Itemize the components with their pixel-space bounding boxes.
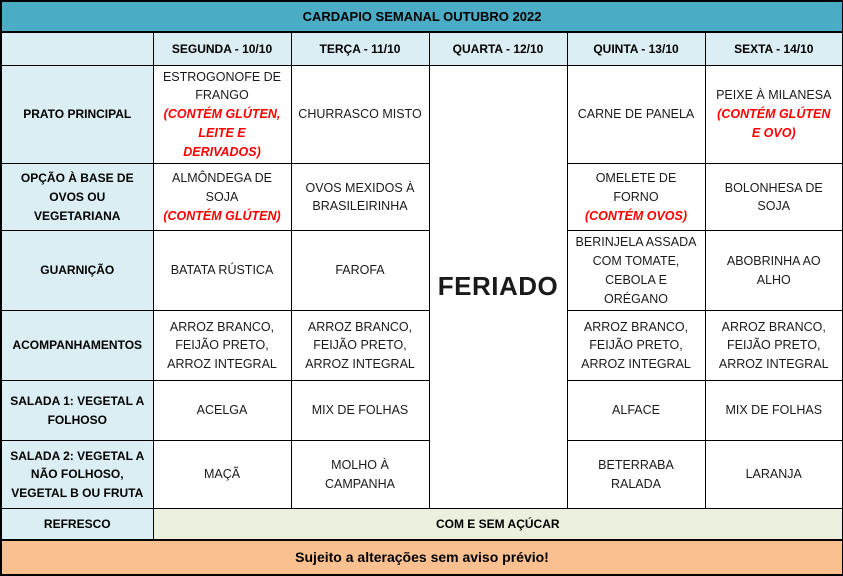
dish-name: ABOBRINHA AO ALHO: [726, 254, 821, 287]
dish-name: MIX DE FOLHAS: [725, 403, 823, 418]
menu-cell: [705, 65, 843, 164]
dish-name: ALFACE: [612, 403, 660, 418]
dish-name: OVOS MEXIDOS À BRASILEIRINHA: [305, 180, 415, 214]
row-label: OPÇÃO À BASE DE OVOS OU VEGETARIANA: [1, 164, 153, 231]
dish-name: CHURRASCO MISTO: [298, 107, 422, 121]
row-label: SALADA 2: VEGETAL A NÃO FOLHOSO, VEGETAL B OU FRUTA: [1, 441, 153, 509]
row-label: REFRESCO: [1, 509, 153, 540]
column-header-sexta: SEXTA - 14/10: [705, 32, 843, 65]
menu-cell: [705, 381, 843, 441]
corner-cell: [1, 32, 153, 65]
row-label: PRATO PRINCIPAL: [1, 65, 153, 164]
menu-cell: [291, 441, 429, 509]
column-header-segunda: SEGUNDA - 10/10: [153, 32, 291, 65]
menu-cell: [567, 441, 705, 509]
row-label: ACOMPANHAMENTOS: [1, 311, 153, 381]
table-row-salada-1: [1, 381, 843, 441]
refresco-value: COM E SEM AÇÚCAR: [153, 509, 843, 540]
footer-note: Sujeito a alterações sem aviso prévio!: [1, 540, 843, 575]
menu-cell: [705, 441, 843, 509]
dish-name: BETERRABA RALADA: [598, 458, 674, 491]
dish-name: BOLONHESA DE SOJA: [724, 180, 823, 214]
table-row-acompanhamentos: [1, 311, 843, 381]
dish-name: ESTROGONOFE DE FRANGO: [162, 69, 282, 103]
allergen-warning: (CONTÉM GLÚTEN, LEITE E DERIVADOS): [163, 107, 281, 159]
menu-cell: [291, 381, 429, 441]
menu-cell: [153, 65, 291, 164]
menu-cell: [705, 164, 843, 231]
row-label: SALADA 1: VEGETAL A FOLHOSO: [1, 381, 153, 441]
dish-name: FAROFA: [335, 263, 385, 278]
menu-cell: [291, 311, 429, 381]
dish-name: ALMÔNDEGA DE SOJA: [171, 171, 273, 204]
menu-cell: [567, 164, 705, 231]
menu-cell: [291, 65, 429, 164]
menu-cell: [153, 441, 291, 509]
holiday-cell: FERIADO: [429, 65, 567, 509]
column-header-quarta: QUARTA - 12/10: [429, 32, 567, 65]
menu-cell: [153, 231, 291, 311]
allergen-warning: (CONTÉM GLÚTEN): [163, 208, 281, 223]
footer-row: [1, 540, 843, 575]
allergen-warning: (CONTÉM GLÚTEN E OVO): [717, 107, 831, 140]
dish-name: ARROZ BRANCO, FEIJÃO PRETO, ARROZ INTEGRAL: [305, 319, 415, 372]
menu-cell: [153, 311, 291, 381]
dish-name: LARANJA: [745, 467, 802, 482]
table-row-salada-2: [1, 441, 843, 509]
menu-cell: [705, 231, 843, 311]
dish-name: BERINJELA ASSADA COM TOMATE, CEBOLA E ORÉGANO: [575, 235, 697, 306]
dish-name: PEIXE À MILANESA: [716, 88, 832, 103]
dish-name: ACELGA: [196, 403, 248, 418]
menu-cell: [567, 65, 705, 164]
dish-name: MAÇÃ: [203, 467, 241, 482]
dish-name: MOLHO À CAMPANHA: [325, 458, 395, 491]
menu-cell: [567, 381, 705, 441]
dish-name: ARROZ BRANCO, FEIJÃO PRETO, ARROZ INTEGRAL: [718, 319, 829, 372]
table-row-refresco: [1, 509, 843, 540]
menu-cell: [153, 164, 291, 231]
page-title: CARDAPIO SEMANAL OUTUBRO 2022: [1, 1, 843, 32]
dish-name: BATATA RÚSTICA: [170, 263, 274, 278]
dish-name: ARROZ BRANCO, FEIJÃO PRETO, ARROZ INTEGRAL: [167, 319, 277, 372]
menu-cell: [567, 311, 705, 381]
allergen-warning: (CONTÉM OVOS): [584, 208, 688, 223]
day-header-row: [1, 32, 843, 65]
column-header-quinta: QUINTA - 13/10: [567, 32, 705, 65]
dish-name: CARNE DE PANELA: [577, 107, 695, 121]
menu-cell: [291, 231, 429, 311]
table-row-guarnicao: [1, 231, 843, 311]
title-row: [1, 1, 843, 32]
table-row-prato-principal: [1, 65, 843, 164]
table-row-opcao-vegetariana: [1, 164, 843, 231]
menu-cell: [153, 381, 291, 441]
dish-name: OMELETE DE FORNO: [595, 171, 677, 204]
column-header-terca: TERÇA - 11/10: [291, 32, 429, 65]
menu-cell: [705, 311, 843, 381]
dish-name: MIX DE FOLHAS: [311, 403, 409, 418]
dish-name: ARROZ BRANCO, FEIJÃO PRETO, ARROZ INTEGRAL: [581, 319, 691, 372]
row-label: GUARNIÇÃO: [1, 231, 153, 311]
menu-cell: [291, 164, 429, 231]
menu-cell: [567, 231, 705, 311]
